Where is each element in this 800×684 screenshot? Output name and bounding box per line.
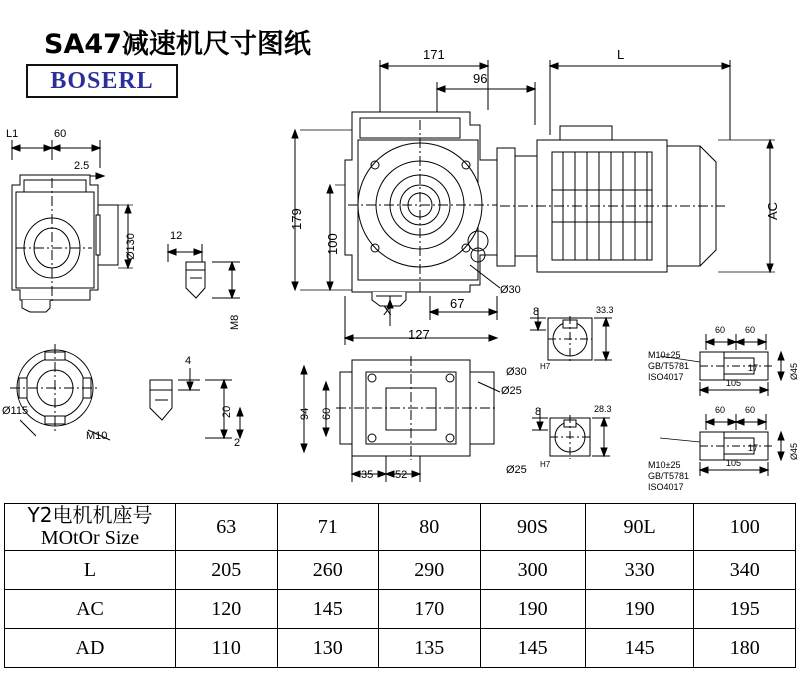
- dim-60b-top: 60: [745, 325, 756, 335]
- dim-100: 100: [325, 233, 340, 255]
- note-iso-top: ISO4017: [648, 372, 684, 382]
- dim-dia25-h7: H7: [540, 460, 551, 469]
- dim-127: 127: [408, 327, 430, 342]
- dim-dia25-view: Ø25: [501, 385, 522, 397]
- dim-dia30-detail: Ø30: [506, 366, 527, 378]
- dim-60a-top: 60: [715, 325, 726, 335]
- dim-33p3: 33.3: [596, 305, 614, 315]
- cell: 80: [379, 504, 481, 551]
- cell: 145: [585, 629, 694, 668]
- cell: 63: [176, 504, 278, 551]
- cell: 135: [379, 629, 481, 668]
- dim-17-bottom: 17: [748, 443, 759, 453]
- cell: 145: [480, 629, 585, 668]
- cell: 290: [379, 551, 481, 590]
- dim-20: 20: [221, 405, 233, 418]
- row-label-AC: AC: [5, 590, 176, 629]
- cell: 300: [480, 551, 585, 590]
- cell: 340: [694, 551, 796, 590]
- dim-105-top: 105: [726, 378, 742, 388]
- cell: 100: [694, 504, 796, 551]
- dim-dia45-bottom: Ø45: [789, 442, 799, 460]
- cell: 195: [694, 590, 796, 629]
- note-iso-bottom: ISO4017: [648, 482, 684, 492]
- cell: 330: [585, 551, 694, 590]
- dim-X: X: [383, 303, 392, 318]
- cell: 120: [176, 590, 278, 629]
- dim-171: 171: [423, 47, 445, 62]
- spec-table: [4, 503, 796, 668]
- cell: 145: [277, 590, 379, 629]
- dim-L: L: [617, 47, 625, 62]
- dim-dia30-main: Ø30: [500, 284, 521, 296]
- dim-35: 35: [361, 469, 374, 481]
- brand-logo-text: BOSERL: [50, 67, 154, 94]
- dim-179: 179: [289, 208, 304, 230]
- cell: 190: [585, 590, 694, 629]
- table-row: [5, 504, 796, 551]
- row-label-line2: MOtOr Size: [40, 527, 140, 549]
- dim-60b-bottom: 60: [745, 405, 756, 415]
- cell: 110: [176, 629, 278, 668]
- dim-94: 94: [299, 407, 311, 420]
- dim-dia45-top: Ø45: [789, 362, 799, 380]
- cell: 90L: [585, 504, 694, 551]
- cell: 71: [277, 504, 379, 551]
- dim-dia130: Ø130: [125, 233, 137, 260]
- cell: 130: [277, 629, 379, 668]
- note-m10-bottom: M10±25: [648, 460, 681, 470]
- cell: 90S: [480, 504, 585, 551]
- dim-L1: L1: [6, 128, 19, 140]
- dim-60a-bottom: 60: [715, 405, 726, 415]
- dim-dia115: Ø115: [2, 405, 29, 417]
- dim-2p5: 2.5: [74, 160, 90, 172]
- dim-AC: AC: [765, 201, 780, 220]
- dim-M10-left: M10: [86, 430, 108, 442]
- note-gbt-bottom: GB/T5781: [648, 471, 690, 481]
- note-m10-top: M10±25: [648, 350, 681, 360]
- row-label-motor-size: [5, 504, 176, 551]
- dim-67: 67: [450, 296, 465, 311]
- table-row: [5, 551, 796, 590]
- dim-8-top: 8: [533, 306, 540, 318]
- dim-M8: M8: [229, 314, 241, 330]
- cell: 170: [379, 590, 481, 629]
- dim-105-bottom: 105: [726, 458, 742, 468]
- cell: 190: [480, 590, 585, 629]
- cell: 180: [694, 629, 796, 668]
- dim-2: 2: [234, 437, 241, 449]
- note-gbt-top: GB/T5781: [648, 361, 690, 371]
- dim-96: 96: [473, 71, 488, 86]
- dim-12: 12: [170, 230, 183, 242]
- dim-dia25-detail: Ø25: [506, 464, 527, 476]
- cell: 260: [277, 551, 379, 590]
- dim-4: 4: [185, 355, 192, 367]
- dim-52: 52: [395, 469, 408, 481]
- row-label-line1: Y2电机机座号: [27, 503, 153, 527]
- dim-60-left: 60: [54, 128, 67, 140]
- row-label-AD: AD: [5, 629, 176, 668]
- dim-8-bottom: 8: [535, 406, 542, 418]
- table-row: [5, 629, 796, 668]
- dim-dia30-h7: H7: [540, 362, 551, 371]
- dim-17-top: 17: [748, 363, 759, 373]
- page-title: SA47减速机尺寸图纸: [44, 29, 311, 60]
- dim-60-bottom: 60: [321, 407, 333, 420]
- table-row: [5, 590, 796, 629]
- dim-28p3: 28.3: [594, 404, 612, 414]
- row-label-L: L: [5, 551, 176, 590]
- cell: 205: [176, 551, 278, 590]
